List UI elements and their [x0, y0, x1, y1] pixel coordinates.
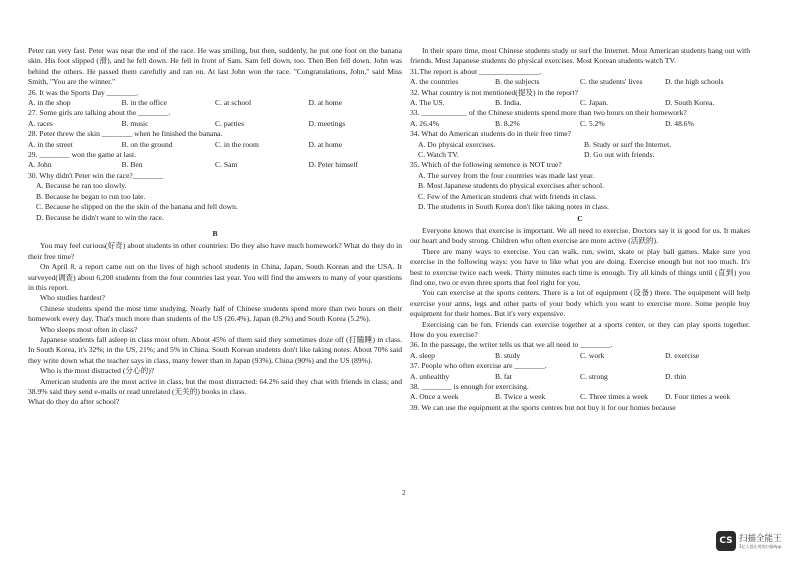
option-d: D. at home	[308, 98, 343, 108]
passage-b-heading-3: Who is the most distracted (分心的)?	[40, 366, 155, 376]
option-d: D. Because he didn't want to win the race.	[36, 212, 164, 222]
option-b: B. Twice a week	[495, 392, 546, 402]
question-36	[410, 340, 750, 361]
passage-b-heading-1: Who studies hardest?	[40, 293, 105, 303]
option-a: A. Once a week	[410, 392, 459, 402]
option-b: B. 8.2%	[495, 118, 520, 128]
option-c: C. Watch TV.	[418, 150, 459, 160]
option-c: C. 5.2%	[580, 118, 605, 128]
option-a: A. in the street	[28, 139, 73, 149]
option-a: A. races	[28, 118, 53, 128]
watermark-title: 扫描全能王	[739, 533, 782, 544]
option-d: D. Go out with friends.	[584, 150, 655, 160]
question-stem: 32. What country is not mentioned(提及) in the report?	[410, 87, 578, 97]
option-c: C. in the room	[215, 139, 259, 149]
option-a: A. The US.	[410, 98, 445, 108]
option-d: D. The students in South Korea don't like taking notes in class.	[418, 202, 609, 212]
camscanner-logo-icon: CS	[716, 531, 736, 551]
option-d: D. meetings	[308, 118, 346, 128]
option-c: C. parties	[215, 118, 245, 128]
passage-b-paragraph-4: Japanese students fall asleep in class most often. About 45% of them said they sometimes doze off (打瞌睡) in class. In South Korea, it's 32%; in the US, 21%; and 5% in China. South Korean students don't like taking notes. About 70% said they write down what the teacher says in class, many fewer than in Japan (93%), China (90%) and the US (89%).	[28, 334, 402, 365]
option-d: D. Four times a week	[665, 392, 731, 402]
passage-c-paragraph-1: Everyone knows that exercise is important. We all need to exercise. Doctors say it is good for us. It makes our heart and body strong. Children who often exercise are more active (活跃的).	[410, 225, 750, 246]
section-b-heading: B	[212, 228, 218, 238]
question-stem: 26. It was the Sports Day ________.	[28, 87, 139, 97]
question-stem: 35. Which of the following sentence is NOT true?	[410, 160, 562, 170]
question-30	[28, 171, 402, 223]
right-column	[410, 46, 750, 413]
option-b: B. study	[495, 350, 521, 360]
option-d: D. the high schools	[665, 77, 724, 87]
option-d: D. at home	[308, 139, 343, 149]
section-c-heading: C	[577, 213, 583, 223]
passage-b-heading-2: Who sleeps most often in class?	[40, 324, 138, 334]
option-b: B. the subjects	[495, 77, 540, 87]
question-29	[28, 150, 402, 171]
option-a: A. John	[28, 160, 52, 170]
watermark-subtitle: 3亿人都在用的扫描App	[739, 543, 782, 549]
passage-b-paragraph-5: American students are the most active in class, but the most distracted: 64.2% said they chat with friends in class; and 38.9% said they send e-mails or read unrelated (无关的) books in class.	[28, 376, 402, 396]
passage-b-heading-4: What do they do after school?	[28, 397, 120, 407]
option-b: B. India.	[495, 98, 522, 108]
option-d: D. thin	[665, 371, 687, 381]
question-stem: 29. ________ won the game at last.	[28, 150, 136, 160]
passage-c-paragraph-4: Exercising can be fun. Friends can exercise together at a sports center, or they can play sports together. How do you exercise?	[410, 319, 750, 339]
left-column	[28, 46, 402, 408]
option-a: A. in the shop	[28, 98, 71, 108]
camscanner-watermark	[716, 531, 782, 551]
option-c: C. Three times a week	[580, 392, 648, 402]
option-c: C. strong	[580, 371, 608, 381]
question-stem: 34. What do American students do in their free time?	[410, 129, 571, 139]
question-39	[410, 403, 750, 413]
option-a: A. The survey from the four countries was made last year.	[418, 170, 595, 180]
option-a: A. Do physical exercises.	[418, 139, 496, 149]
option-c: C. Sam	[215, 160, 238, 170]
question-34	[410, 129, 750, 160]
question-stem: 36. In the passage, the writer tells us that we all need to ________.	[410, 340, 613, 350]
passage-b-paragraph-6: In their spare time, most Chinese students study or surf the Internet. Most American students hang out with friends. Most Japanese students do physical exercises. Most Korean students watch TV.	[410, 46, 750, 66]
page-number: 2	[402, 489, 406, 497]
option-c: C. work	[580, 350, 605, 360]
question-stem: 28. Peter threw the skin ________ when he finished the banana.	[28, 129, 223, 139]
passage-c-paragraph-3: You can exercise at the sports centers. There is a lot of equipment (设备) there. The equipment will help exercise your arms, legs and other parts of your body which you want to exercise more. Some people buy equipment for their homes. But it's very expensive.	[410, 288, 750, 319]
question-stem: 39. We can use the equipment at the sports centres but not buy it for our homes because	[410, 402, 676, 412]
option-d: D. 48.6%	[665, 118, 694, 128]
passage-b-paragraph-2: On April 8, a report came out on the lives of high school students in China, Japan, South Korean and the USA. It surveyed(调查) about 6,200 students from the four countries last year. You will find the answers to many of your questions in this report.	[28, 262, 402, 292]
question-35	[410, 160, 750, 212]
question-stem: 30. Why didn't Peter win the race?________	[28, 170, 164, 180]
passage-b-paragraph-3: Chinese students spend the most time studying. Nearly half of Chinese students spend more than two hours on their homework every day. That's much more than students of the US (26.4%), Japan (8.2%) and South Korea (5.2%).	[28, 303, 402, 324]
question-26	[28, 88, 402, 109]
option-b: B. in the office	[121, 98, 167, 108]
question-37	[410, 361, 750, 382]
passage-c-paragraph-2: There are many ways to exercise. You can walk, run, swim, skate or play ball games. Make sure you exercise in the following ways: you have to like what you are doing. Exercise enough but not too much. It's best to exercise twice each week. Thirty minutes each time is enough. Try all kinds of things until (直到) you find one, two or even three sports that feel right for you.	[410, 246, 750, 287]
option-b: B. Because he began to run too late.	[36, 191, 146, 201]
option-b: B. Study or surf the Internet.	[584, 139, 672, 149]
option-a: A. 26.4%	[410, 118, 439, 128]
passage-b-paragraph-1: You may feel curious(好奇) about students in other countries: Do they also have much homework? What do they do in their free time?	[28, 241, 402, 261]
option-b: B. on the ground	[121, 139, 173, 149]
option-a: A. Because he ran too slowly.	[36, 181, 127, 191]
question-28	[28, 129, 402, 150]
option-c: C. at school	[215, 98, 252, 108]
option-a: A. the countries	[410, 77, 459, 87]
option-c: C. Because he slipped on the the skin of the banana and fell down.	[36, 202, 238, 212]
option-d: D. exercise	[665, 350, 700, 360]
question-stem: 31.The report is about ________________.	[410, 66, 542, 76]
question-stem: 38. ________ is enough for exercising.	[410, 382, 529, 391]
question-38	[410, 382, 750, 403]
question-stem: 37. People who often exercise are ________.	[410, 361, 547, 371]
question-stem: 33. ____________ of the Chinese students spend more than two hours on their homework?	[410, 108, 687, 118]
option-b: B. fat	[495, 371, 512, 381]
story-paragraph: Peter ran very fast. Peter was near the end of the race. He was smiling, but then, suddenly, he put one foot on the banana skin. His foot slipped (滑), and he fell down. He fell in front of Sam. Sam fell down, too. Then Ben fell down. John was behind the others. He passed them carefully and ran on. At last John won the race. "Congratulations, John," said Miss Smith, "You are the winner."	[28, 46, 402, 87]
option-b: B. Most Japanese students do physical exercises after school.	[418, 181, 605, 191]
option-b: B. music	[121, 118, 149, 128]
option-a: A. unhealthy	[410, 371, 450, 381]
option-c: C. Few of the American students chat with friends in class.	[418, 191, 597, 201]
option-a: A. sleep	[410, 350, 435, 360]
option-c: C. Japan.	[580, 98, 609, 108]
option-d: D. South Korea.	[665, 98, 715, 108]
option-b: B. Ben	[121, 160, 143, 170]
question-33	[410, 108, 750, 129]
question-stem: 27. Some girls are talking about the ________.	[28, 108, 171, 118]
option-c: C. the students' lives	[580, 77, 643, 87]
question-32	[410, 88, 750, 109]
question-27	[28, 108, 402, 129]
option-d: D. Peter himself	[308, 160, 359, 170]
question-31	[410, 67, 750, 88]
